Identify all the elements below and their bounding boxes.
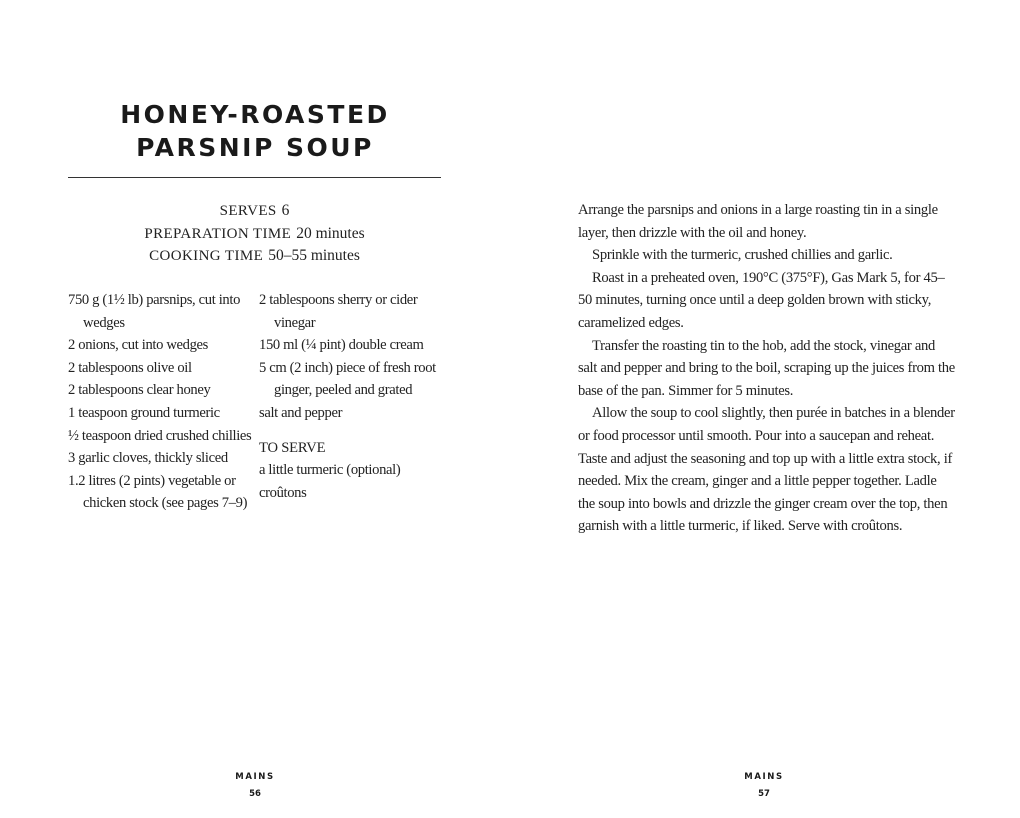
ingredient-item: 2 tablespoons clear honey: [68, 382, 211, 399]
right-footer: [714, 771, 814, 800]
ingredient-item: salt and pepper: [259, 404, 343, 421]
method-paragraph: Sprinkle with the turmeric, crushed chillies and garlic.: [592, 247, 893, 264]
section-label: MAINS: [235, 772, 275, 782]
ingredients-column-1: [68, 289, 254, 515]
to-serve-heading: TO SERVE: [259, 439, 326, 456]
ingredient-item: 1 teaspoon ground turmeric: [68, 404, 220, 421]
ingredient-item: 150 ml (¼ pint) double cream: [259, 337, 424, 354]
ingredient-item: 5 cm (2 inch) piece of fresh root ginger, peeled and grated: [259, 359, 436, 399]
title-divider: [68, 177, 441, 178]
ingredient-item: 750 g (1½ lb) parsnips, cut into wedges: [68, 292, 241, 331]
left-footer: [205, 771, 305, 800]
to-serve-item: a little turmeric (optional): [259, 462, 401, 479]
cook-time-label: COOKING TIME: [149, 248, 264, 264]
prep-time-value: 20 minutes: [296, 224, 365, 242]
section-label: MAINS: [744, 772, 784, 782]
prep-time-line: [68, 223, 441, 246]
serves-line: [68, 200, 441, 223]
ingredients-column-2: [259, 289, 444, 504]
ingredient-item: 2 onions, cut into wedges: [68, 337, 209, 354]
method-paragraph: Allow the soup to cool slightly, then purée in batches in a blender or food processor until smooth. Pour into a saucepan and reheat. Taste and adjust the seasoning and top up with a little extra stock, if needed. Mix the cream, ginger and a little pepper together. Ladle the soup into bowls and drizzle the ginger cream over the top, then garnish with a little turmeric, if liked. Serve with croûtons.: [578, 405, 955, 535]
page-number: 57: [758, 789, 770, 799]
recipe-meta: [68, 200, 441, 268]
method-paragraph: Transfer the roasting tin to the hob, add the stock, vinegar and salt and pepper and bring to the boil, scraping up the juices from the base of the pan. Simmer for 5 minutes.: [578, 337, 955, 399]
recipe-title-line: PARSNIP SOUP: [136, 133, 374, 162]
recipe-title-line: HONEY-ROASTED: [120, 100, 390, 129]
cook-time-line: [68, 245, 441, 268]
to-serve-item: croûtons: [259, 484, 307, 501]
ingredient-item: 2 tablespoons sherry or cider vinegar: [259, 292, 418, 331]
ingredient-item: 3 garlic cloves, thickly sliced: [68, 450, 228, 467]
method-paragraph: Arrange the parsnips and onions in a large roasting tin in a single layer, then drizzle with the oil and honey.: [578, 202, 938, 241]
ingredient-item: 2 tablespoons olive oil: [68, 359, 192, 376]
ingredient-item: 1.2 litres (2 pints) vegetable or chicken stock (see pages 7–9): [68, 472, 248, 512]
recipe-title: [0, 98, 510, 164]
method-text: [578, 199, 956, 538]
prep-time-label: PREPARATION TIME: [144, 225, 292, 242]
page-number: 56: [249, 789, 261, 799]
cook-time-value: 50–55 minutes: [268, 247, 360, 264]
serves-label: SERVES: [219, 203, 277, 219]
method-paragraph: Roast in a preheated oven, 190°C (375°F), Gas Mark 5, for 45–50 minutes, turning once until a deep golden brown with sticky, caramelized edges.: [578, 269, 945, 331]
serves-value: 6: [281, 202, 290, 219]
ingredient-item: ½ teaspoon dried crushed chillies: [68, 427, 252, 444]
